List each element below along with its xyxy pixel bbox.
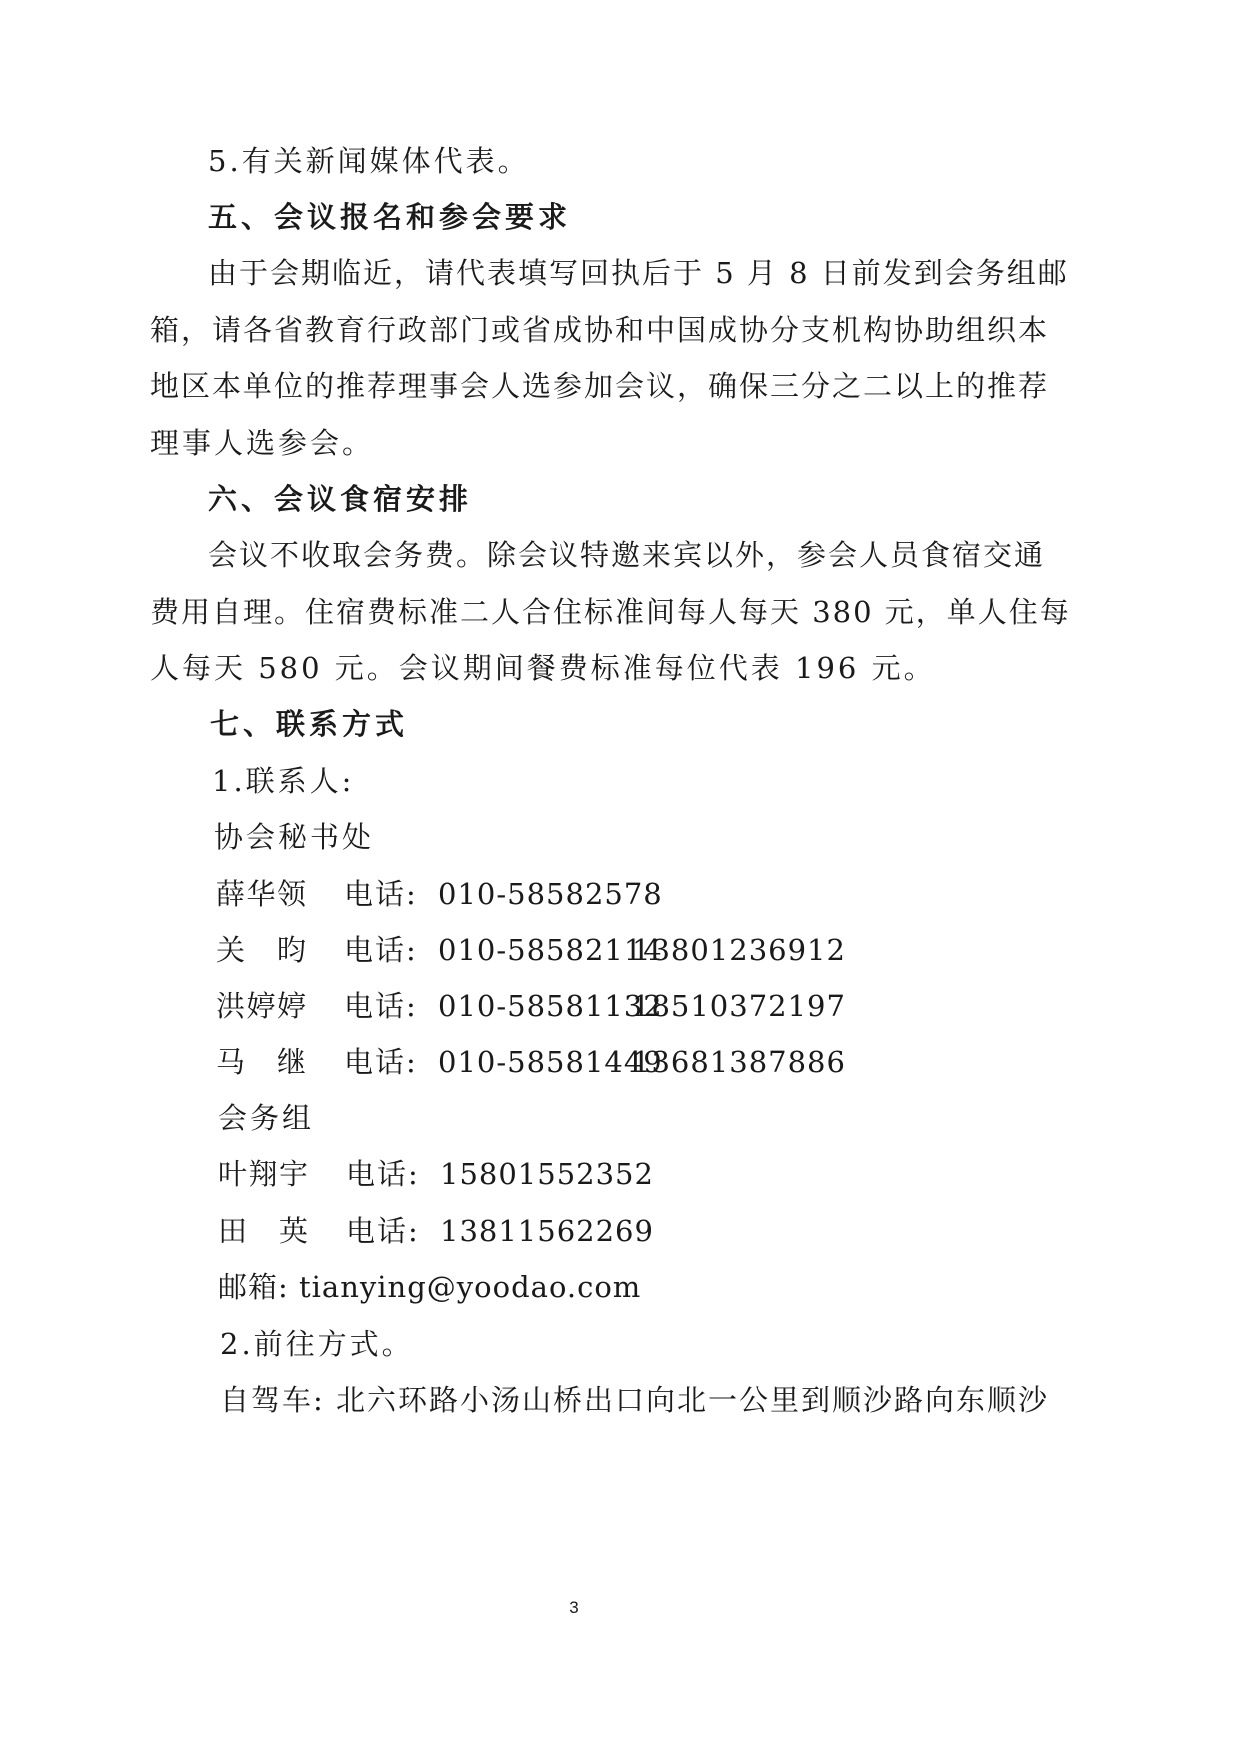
contact-row <box>216 876 916 912</box>
phone-label: 电话: <box>344 877 418 911</box>
contact-person-label: 1.联系人: <box>212 764 355 798</box>
phone-label: 电话: <box>346 1157 420 1191</box>
contact-row <box>216 1044 916 1080</box>
travel-label: 2.前往方式。 <box>220 1327 414 1361</box>
contact-name: 田 英 <box>218 1214 308 1248</box>
section-6-heading: 六、会议食宿安排 <box>208 482 473 516</box>
phone-number: 010-58581132 <box>438 989 663 1023</box>
phone-label: 电话: <box>344 933 418 967</box>
item-5-text: 5.有关新闻媒体代表。 <box>208 144 530 178</box>
phone-number: 010-58582578 <box>438 877 663 911</box>
mobile-number: 13801236912 <box>632 933 846 967</box>
contact-row <box>216 988 916 1024</box>
mobile-number: 18510372197 <box>632 989 846 1023</box>
section-5-heading: 五、会议报名和参会要求 <box>208 200 572 234</box>
section-5-line-4: 理事人选参会。 <box>150 426 375 460</box>
travel-line: 自驾车: 北六环路小汤山桥出口向北一公里到顺沙路向东顺沙 <box>220 1383 1049 1417</box>
phone-number: 13811562269 <box>440 1214 654 1248</box>
section-5-line-3: 地区本单位的推荐理事会人选参加会议，确保三分之二以上的推荐 <box>150 369 1050 403</box>
contact-name: 薛华领 <box>216 877 306 911</box>
section-5-line-1: 由于会期临近，请代表填写回执后于 5 月 8 日前发到会务组邮 <box>208 256 1069 290</box>
contact-name: 马 继 <box>216 1045 306 1079</box>
secretariat-label: 协会秘书处 <box>214 820 375 854</box>
phone-number: 15801552352 <box>440 1157 654 1191</box>
contact-name: 关 昀 <box>216 933 306 967</box>
phone-number: 010-58581449 <box>438 1045 663 1079</box>
page-number: 3 <box>569 1598 579 1617</box>
phone-label: 电话: <box>344 989 418 1023</box>
phone-number: 010-58582114 <box>438 933 663 967</box>
phone-label: 电话: <box>344 1045 418 1079</box>
contact-name: 叶翔宇 <box>218 1157 308 1191</box>
contact-row <box>218 1213 918 1249</box>
affairs-group-label: 会务组 <box>218 1101 315 1135</box>
email-line: 邮箱: tianying@yoodao.com <box>218 1270 642 1304</box>
contact-row <box>218 1156 918 1192</box>
section-6-line-2: 费用自理。住宿费标准二人合住标准间每人每天 380 元，单人住每 <box>150 595 1071 629</box>
phone-label: 电话: <box>346 1214 420 1248</box>
section-6-line-3: 人每天 580 元。会议期间餐费标准每位代表 196 元。 <box>150 651 936 685</box>
contact-name: 洪婷婷 <box>216 989 306 1023</box>
section-7-heading: 七、联系方式 <box>210 707 409 741</box>
section-6-line-1: 会议不收取会务费。除会议特邀来宾以外，参会人员食宿交通 <box>208 538 1046 572</box>
mobile-number: 13681387886 <box>632 1045 846 1079</box>
contact-row <box>216 932 916 968</box>
section-5-line-2: 箱，请各省教育行政部门或省成协和中国成协分支机构协助组织本 <box>150 313 1050 347</box>
